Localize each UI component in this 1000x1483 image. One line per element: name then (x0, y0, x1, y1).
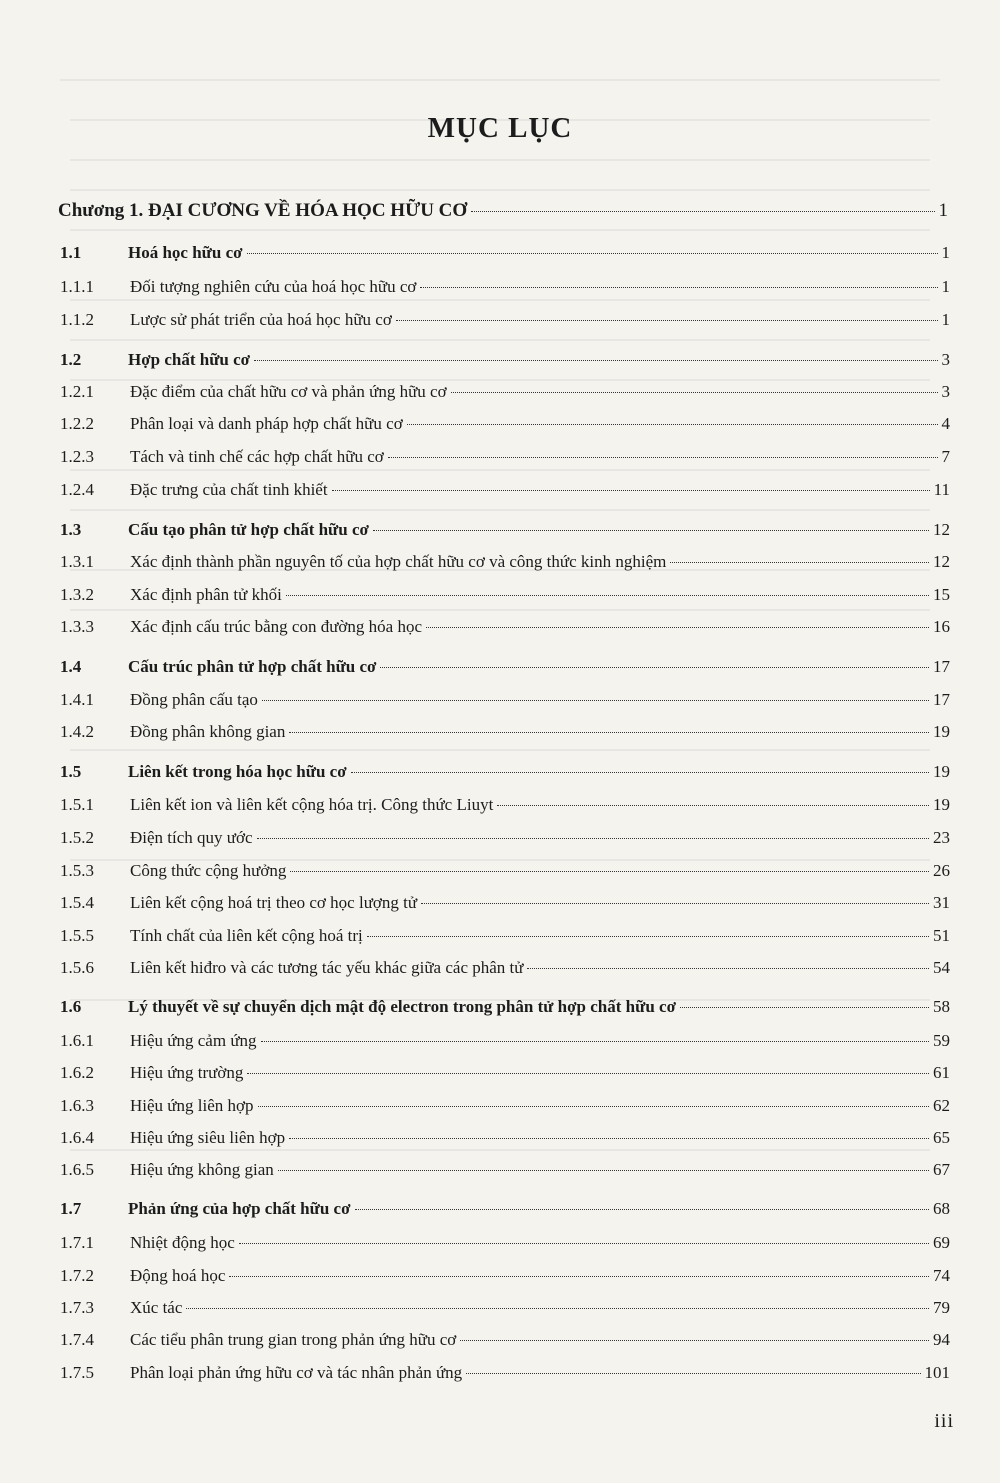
toc-section-entry[interactable] (60, 762, 950, 788)
page-number: 94 (933, 1330, 950, 1349)
entry-title: Nhiệt động học (130, 1233, 235, 1252)
entry-title: Liên kết trong hóa học hữu cơ (128, 762, 347, 781)
dot-leader (286, 595, 929, 596)
page-number: 1 (941, 277, 950, 296)
page-number: 69 (933, 1233, 950, 1252)
entry-title: Xúc tác (130, 1298, 183, 1317)
toc-subsection-entry[interactable] (60, 1233, 950, 1259)
entry-number: 1.7 (60, 1199, 82, 1218)
dot-leader (527, 968, 929, 969)
entry-number: 1.6.5 (60, 1160, 94, 1179)
entry-title: Liên kết ion và liên kết cộng hóa trị. Công thức Liuyt (130, 795, 494, 814)
dot-leader (407, 424, 938, 425)
entry-number: 1.7.4 (60, 1330, 94, 1349)
entry-title: Hiệu ứng liên hợp (130, 1096, 254, 1115)
dot-leader (186, 1308, 929, 1309)
entry-number: 1.6.1 (60, 1031, 94, 1050)
page-number: 12 (933, 520, 950, 539)
page-number: 23 (933, 828, 950, 847)
toc-section-entry[interactable] (60, 1199, 950, 1225)
dot-leader (380, 667, 929, 668)
entry-title: Xác định thành phần nguyên tố của hợp chất hữu cơ và công thức kinh nghiệm (130, 552, 667, 571)
toc-subsection-entry[interactable] (60, 1096, 950, 1122)
entry-title: Phản ứng của hợp chất hữu cơ (128, 1199, 351, 1218)
entry-title: Lược sử phát triển của hoá học hữu cơ (130, 310, 392, 329)
page-number: 58 (933, 997, 950, 1016)
entry-number: 1.2.3 (60, 447, 94, 466)
toc-subsection-entry[interactable] (60, 1298, 950, 1324)
entry-number: 1.4.1 (60, 690, 94, 709)
entry-title: Công thức cộng hưởng (130, 861, 287, 880)
toc-subsection-entry[interactable] (60, 480, 950, 506)
toc-subsection-entry[interactable] (60, 1363, 950, 1389)
entry-number: 1.6.2 (60, 1063, 94, 1082)
dot-leader (278, 1170, 929, 1171)
dot-leader (426, 627, 929, 628)
entry-title: Phân loại và danh pháp hợp chất hữu cơ (130, 414, 403, 433)
dot-leader (388, 457, 938, 458)
toc-subsection-entry[interactable] (60, 414, 950, 440)
entry-number: 1.3.3 (60, 617, 94, 636)
entry-number: 1.2 (60, 350, 82, 369)
chapter-entry[interactable] (58, 200, 948, 222)
dot-leader (471, 211, 934, 212)
page-number: 7 (941, 447, 950, 466)
page-number: 74 (933, 1266, 950, 1285)
entry-number: 1.7.3 (60, 1298, 94, 1317)
toc-subsection-entry[interactable] (60, 310, 950, 336)
entry-number: 1.7.1 (60, 1233, 94, 1252)
toc-section-entry[interactable] (60, 350, 950, 376)
toc-subsection-entry[interactable] (60, 552, 950, 578)
page-number: 19 (933, 722, 950, 741)
toc-subsection-entry[interactable] (60, 795, 950, 821)
toc-subsection-entry[interactable] (60, 447, 950, 473)
entry-title: Hiệu ứng siêu liên hợp (130, 1128, 286, 1147)
page-number: 19 (933, 795, 950, 814)
toc-subsection-entry[interactable] (60, 1160, 950, 1186)
page-number: 12 (933, 552, 950, 571)
dot-leader (351, 772, 929, 773)
toc-subsection-entry[interactable] (60, 1330, 950, 1356)
entry-title: Động hoá học (130, 1266, 226, 1285)
entry-number: 1.1 (60, 243, 82, 262)
entry-title: Đồng phân không gian (130, 722, 286, 741)
toc-subsection-entry[interactable] (60, 1128, 950, 1154)
toc-subsection-entry[interactable] (60, 861, 950, 887)
dot-leader (421, 903, 929, 904)
entry-title: Tách và tinh chế các hợp chất hữu cơ (130, 447, 384, 466)
entry-title: Lý thuyết về sự chuyển dịch mật độ electron trong phân tử hợp chất hữu cơ (128, 997, 676, 1016)
page-number: 68 (933, 1199, 950, 1218)
toc-subsection-entry[interactable] (60, 382, 950, 408)
dot-leader (332, 490, 930, 491)
page-number: 16 (933, 617, 950, 636)
entry-number: 1.2.1 (60, 382, 94, 401)
entry-number: 1.5.5 (60, 926, 94, 945)
dot-leader (680, 1007, 929, 1008)
entry-number: 1.1.2 (60, 310, 94, 329)
page-number: 17 (933, 657, 950, 676)
toc-subsection-entry[interactable] (60, 617, 950, 643)
page-number: 4 (941, 414, 950, 433)
entry-title: Hoá học hữu cơ (128, 243, 243, 262)
entry-title: Phân loại phản ứng hữu cơ và tác nhân phản ứng (130, 1363, 463, 1382)
entry-number: 1.5.2 (60, 828, 94, 847)
entry-title: Các tiểu phân trung gian trong phản ứng hữu cơ (130, 1330, 457, 1349)
page-number: 26 (933, 861, 950, 880)
dot-leader (367, 936, 929, 937)
toc-subsection-entry[interactable] (60, 1266, 950, 1292)
entry-title: Xác định cấu trúc bằng con đường hóa học (130, 617, 422, 636)
entry-number: 1.6 (60, 997, 82, 1016)
toc-section-entry[interactable] (60, 657, 950, 683)
page-number: 1 (938, 200, 948, 221)
chapter-label: Chương 1. ĐẠI CƯƠNG VỀ HÓA HỌC HỮU CƠ (58, 200, 468, 221)
dot-leader (290, 871, 929, 872)
entry-title: Liên kết cộng hoá trị theo cơ học lượng tử (130, 893, 418, 912)
page-number: 15 (933, 585, 950, 604)
page-number: 54 (933, 958, 950, 977)
page-number: 17 (933, 690, 950, 709)
dot-leader (355, 1209, 929, 1210)
toc-subsection-entry[interactable] (60, 893, 950, 919)
entry-title: Đồng phân cấu tạo (130, 690, 258, 709)
entry-number: 1.5.6 (60, 958, 94, 977)
entry-title: Hiệu ứng trường (130, 1063, 244, 1082)
page-number: 79 (933, 1298, 950, 1317)
entry-title: Hợp chất hữu cơ (128, 350, 251, 369)
dot-leader (289, 732, 929, 733)
toc-section-entry[interactable] (60, 520, 950, 546)
entry-number: 1.2.4 (60, 480, 94, 499)
entry-number: 1.2.2 (60, 414, 94, 433)
dot-leader (257, 838, 929, 839)
toc-section-entry[interactable] (60, 997, 950, 1023)
entry-number: 1.3 (60, 520, 82, 539)
entry-title: Cấu tạo phân tử hợp chất hữu cơ (128, 520, 369, 539)
toc-subsection-entry[interactable] (60, 828, 950, 854)
page-number: 51 (933, 926, 950, 945)
dot-leader (261, 1041, 929, 1042)
entry-title: Hiệu ứng không gian (130, 1160, 274, 1179)
page-number: 62 (933, 1096, 950, 1115)
page-number: 1 (941, 310, 950, 329)
toc-subsection-entry[interactable] (60, 722, 950, 748)
entry-title: Đối tượng nghiên cứu của hoá học hữu cơ (130, 277, 417, 296)
dot-leader (670, 562, 929, 563)
entry-number: 1.5.1 (60, 795, 94, 814)
toc-subsection-entry[interactable] (60, 690, 950, 716)
entry-title: Xác định phân tử khối (130, 585, 282, 604)
entry-title: Điện tích quy ước (130, 828, 253, 847)
dot-leader (247, 253, 938, 254)
entry-title: Đặc trưng của chất tinh khiết (130, 480, 328, 499)
page-number: 101 (924, 1363, 950, 1382)
entry-number: 1.6.3 (60, 1096, 94, 1115)
toc-subsection-entry[interactable] (60, 277, 950, 303)
dot-leader (451, 392, 938, 393)
entry-number: 1.7.5 (60, 1363, 94, 1382)
dot-leader (497, 805, 929, 806)
dot-leader (229, 1276, 929, 1277)
entry-title: Liên kết hiđro và các tương tác yếu khác giữa các phân tử (130, 958, 524, 977)
page-number: 1 (941, 243, 950, 262)
page-number: 67 (933, 1160, 950, 1179)
dot-leader (247, 1073, 929, 1074)
entry-number: 1.5.4 (60, 893, 94, 912)
page-number: 19 (933, 762, 950, 781)
page-number: 3 (941, 350, 950, 369)
entry-number: 1.3.2 (60, 585, 94, 604)
entry-number: 1.5.3 (60, 861, 94, 880)
dot-leader (289, 1138, 929, 1139)
entry-number: 1.4 (60, 657, 82, 676)
dot-leader (420, 287, 937, 288)
entry-number: 1.1.1 (60, 277, 94, 296)
entry-title: Tính chất của liên kết cộng hoá trị (130, 926, 363, 945)
page-number: 11 (933, 480, 950, 499)
page-number: 59 (933, 1031, 950, 1050)
dot-leader (258, 1106, 930, 1107)
toc-subsection-entry[interactable] (60, 1031, 950, 1057)
toc-subsection-entry[interactable] (60, 958, 950, 984)
entry-number: 1.4.2 (60, 722, 94, 741)
entry-title: Đặc điểm của chất hữu cơ và phản ứng hữu cơ (130, 382, 447, 401)
dot-leader (254, 360, 937, 361)
dot-leader (460, 1340, 929, 1341)
dot-leader (239, 1243, 929, 1244)
dot-leader (262, 700, 929, 701)
entry-title: Cấu trúc phân tử hợp chất hữu cơ (128, 657, 377, 676)
entry-number: 1.3.1 (60, 552, 94, 571)
dot-leader (466, 1373, 920, 1374)
page-title: MỤC LỤC (427, 112, 573, 144)
page-number: 61 (933, 1063, 950, 1082)
toc-subsection-entry[interactable] (60, 926, 950, 952)
toc-subsection-entry[interactable] (60, 1063, 950, 1089)
page-number: 65 (933, 1128, 950, 1147)
folio-number: iii (934, 1410, 954, 1432)
dot-leader (373, 530, 929, 531)
toc-subsection-entry[interactable] (60, 585, 950, 611)
page-number: 3 (941, 382, 950, 401)
page-number: 31 (933, 893, 950, 912)
entry-number: 1.7.2 (60, 1266, 94, 1285)
entry-title: Hiệu ứng cảm ứng (130, 1031, 257, 1050)
dot-leader (396, 320, 938, 321)
entry-number: 1.6.4 (60, 1128, 94, 1147)
entry-number: 1.5 (60, 762, 82, 781)
toc-section-entry[interactable] (60, 243, 950, 269)
